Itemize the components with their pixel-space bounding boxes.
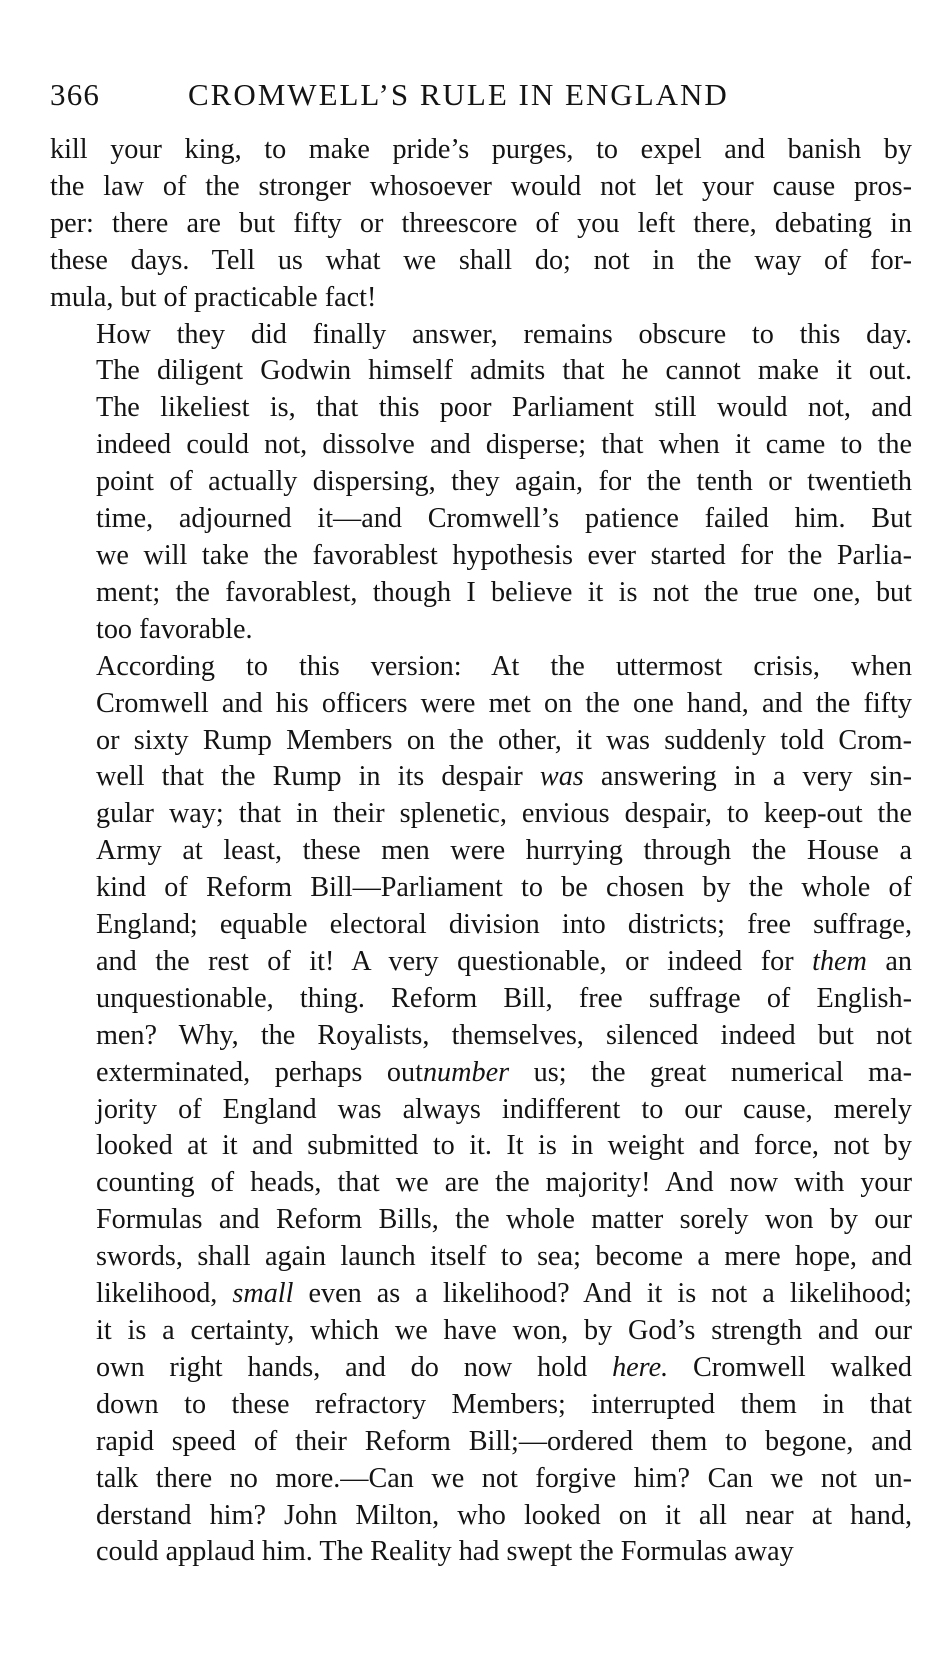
- italic-text: them: [812, 945, 867, 977]
- text-run: indeed could not, dissolve and disperse; that when it came to the: [96, 429, 912, 461]
- text-line: [50, 464, 912, 501]
- text-line: [50, 280, 912, 317]
- text-line: [50, 353, 912, 390]
- text-run: derstand him? John Milton, who looked on it all near at hand,: [96, 1499, 912, 1531]
- text-run: or sixty Rump Members on the other, it was suddenly told Crom-: [96, 724, 912, 756]
- text-run: The diligent Godwin himself admits that he cannot make it out.: [96, 355, 912, 387]
- text-line: [50, 169, 912, 206]
- text-run: Army at least, these men were hurrying through the House a: [96, 835, 912, 867]
- text-run: answering in a very sin-: [583, 761, 912, 793]
- text-line: [50, 501, 912, 538]
- text-run: it is a certainty, which we have won, by God’s strength and our: [96, 1315, 912, 1346]
- text-line: [50, 1239, 912, 1276]
- text-run: Cromwell walked: [668, 1351, 912, 1383]
- running-title: CROMWELL’S RULE IN ENGLAND: [188, 77, 729, 112]
- text-line: [50, 796, 912, 833]
- text-run: Formulas and Reform Bills, the whole matter sorely won by our: [96, 1204, 912, 1236]
- text-run: own right hands, and do now hold: [96, 1351, 613, 1383]
- text-run: unquestionable, thing. Reform Bill, free suffrage of English-: [96, 982, 912, 1014]
- text-line: [50, 1498, 912, 1535]
- text-run: kill your king, to make pride’s purges, to expel and banish by: [50, 134, 912, 165]
- italic-text: small: [232, 1278, 294, 1310]
- text-run: jority of England was always indifferent to our cause, merely: [96, 1093, 912, 1125]
- text-run: ment; the favorablest, though I believe it is not the true one, but: [96, 576, 912, 608]
- text-run: looked at it and submitted to it. It is in weight and force, not by: [96, 1130, 912, 1162]
- text-run: time, adjourned it—and Cromwell’s patience failed him. But: [96, 503, 912, 535]
- text-line: [50, 686, 912, 723]
- text-line: [50, 944, 912, 981]
- text-run: The likeliest is, that this poor Parliament still would not, and: [96, 392, 912, 424]
- text-run: mula, but of practicable fact!: [50, 281, 377, 313]
- text-line: [50, 1534, 912, 1571]
- paragraph: [50, 649, 912, 1572]
- book-page: [50, 72, 912, 1571]
- body-text: [50, 132, 912, 1571]
- italic-text: here.: [612, 1351, 669, 1383]
- text-line: [50, 390, 912, 427]
- text-line: [50, 243, 912, 280]
- text-line: [50, 1276, 912, 1313]
- text-run: Cromwell and his officers were met on the one hand, and the fifty: [96, 687, 912, 719]
- text-line: [50, 759, 912, 796]
- text-run: How they did finally answer, remains obscure to this day.: [96, 318, 912, 350]
- text-line: [50, 1165, 912, 1202]
- text-line: [50, 723, 912, 760]
- text-run: swords, shall again launch itself to sea; become a mere hope, and: [96, 1241, 912, 1273]
- text-run: we will take the favorablest hypothesis ever started for the Parlia-: [96, 539, 912, 571]
- text-run: kind of Reform Bill—Parliament to be chosen by the whole of: [96, 872, 912, 904]
- text-run: exterminated, perhaps out: [96, 1056, 423, 1088]
- text-line: [50, 1055, 912, 1092]
- text-line: [50, 1128, 912, 1165]
- text-run: could applaud him. The Reality had swept the Formulas away: [96, 1536, 794, 1568]
- text-line: [50, 1424, 912, 1461]
- text-run: gular way; that in their splenetic, envious despair, to keep-out the: [96, 798, 912, 830]
- text-line: [50, 538, 912, 575]
- text-run: even as a likelihood? And it is not a likelihood;: [293, 1278, 912, 1310]
- text-line: [50, 907, 912, 944]
- text-run: these days. Tell us what we shall do; not in the way of for-: [50, 244, 912, 276]
- text-line: [50, 1387, 912, 1424]
- text-run: the law of the stronger whosoever would not let your cause pros-: [50, 170, 912, 202]
- text-run: talk there no more.—Can we not forgive him? Can we not un-: [96, 1462, 912, 1494]
- text-line: [50, 1313, 912, 1350]
- paragraph: [50, 132, 912, 317]
- italic-text: was: [539, 761, 584, 793]
- paragraph: [50, 317, 912, 649]
- text-run: likelihood,: [96, 1278, 233, 1310]
- text-run: rapid speed of their Reform Bill;—ordered them to begone, and: [96, 1425, 912, 1457]
- text-line: [50, 1350, 912, 1387]
- text-run: According to this version: At the uttermost crisis, when: [96, 650, 912, 682]
- italic-text: number: [422, 1056, 510, 1088]
- text-run: well that the Rump in its despair: [96, 761, 540, 793]
- text-run: counting of heads, that we are the majority! And now with your: [96, 1167, 912, 1199]
- text-run: point of actually dispersing, they again, for the tenth or twentieth: [96, 466, 912, 498]
- text-line: [50, 427, 912, 464]
- text-line: [50, 1202, 912, 1239]
- text-run: us; the great numerical ma-: [509, 1056, 912, 1088]
- text-line: [50, 1018, 912, 1055]
- text-run: per: there are but fifty or threescore of you left there, debating in: [50, 207, 912, 239]
- text-run: England; equable electoral division into districts; free suffrage,: [96, 909, 912, 941]
- text-line: [50, 1461, 912, 1498]
- page-number: 366: [50, 77, 101, 112]
- text-run: an: [866, 945, 913, 977]
- text-line: [50, 206, 912, 243]
- text-line: [50, 1092, 912, 1129]
- text-run: down to these refractory Members; interrupted them in that: [96, 1388, 912, 1420]
- text-line: [50, 649, 912, 686]
- text-line: [50, 317, 912, 354]
- text-line: [50, 132, 912, 169]
- text-line: [50, 612, 912, 649]
- text-line: [50, 981, 912, 1018]
- text-line: [50, 575, 912, 612]
- text-line: [50, 833, 912, 870]
- text-run: too favorable.: [96, 613, 253, 645]
- running-head: [50, 72, 912, 118]
- text-run: men? Why, the Royalists, themselves, silenced indeed but not: [96, 1019, 912, 1051]
- text-line: [50, 870, 912, 907]
- text-run: and the rest of it! A very questionable, or indeed for: [96, 945, 813, 977]
